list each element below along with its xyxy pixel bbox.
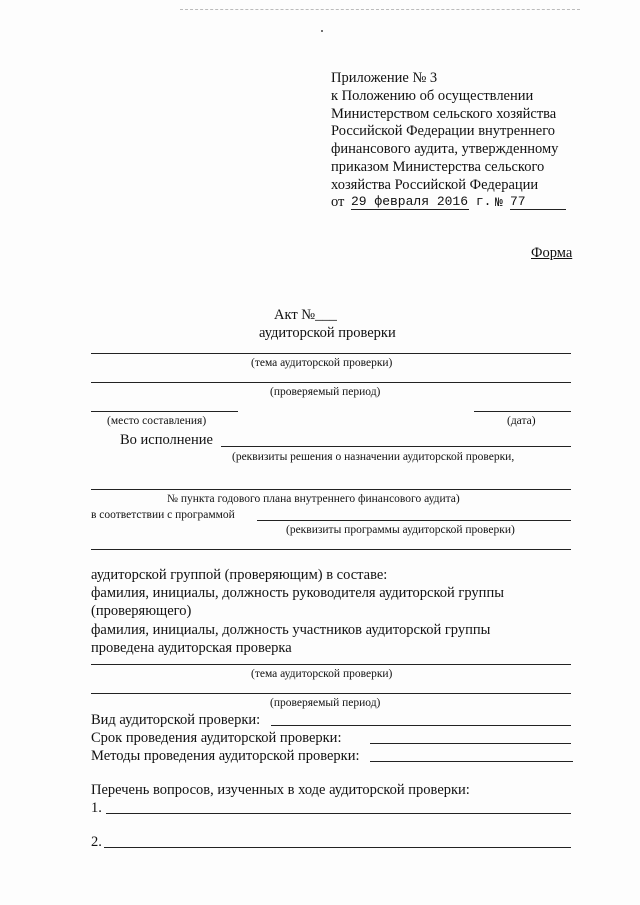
conducted-line: проведена аудиторская проверка: [91, 639, 292, 656]
date-line: [474, 411, 571, 412]
members-line: фамилия, инициалы, должность участников аудиторской группы: [91, 621, 491, 638]
order-date-prefix: от: [331, 194, 345, 210]
question-line-1: [106, 813, 571, 814]
methods-line: [370, 761, 573, 762]
order-date: 29 февраля 2016 г.: [351, 194, 492, 209]
act-subtitle: аудиторской проверки: [259, 325, 396, 341]
term-label: Срок проведения аудиторской проверки:: [91, 730, 342, 746]
group-line: аудиторской группой (проверяющим) в составе:: [91, 567, 388, 583]
form-label: Форма: [531, 245, 573, 261]
execution-label: Во исполнение: [120, 432, 213, 448]
place-caption: (место составления): [107, 415, 207, 427]
term-line: [370, 743, 571, 744]
program-line: [257, 520, 571, 521]
decision-caption: (реквизиты решения о назначении аудиторской проверки,: [232, 451, 515, 463]
topic-caption: (тема аудиторской проверки): [251, 357, 393, 369]
group-composition: [91, 566, 504, 657]
period-line: [91, 382, 571, 383]
question-line-2: [104, 847, 571, 848]
period-caption: (проверяемый период): [270, 386, 381, 398]
header-line: Министерством сельского хозяйства: [331, 105, 557, 122]
header-line: финансового аудита, утвержденному: [331, 141, 559, 158]
header-line: Российской Федерации внутреннего: [331, 123, 556, 140]
topic-line: [91, 353, 571, 354]
plan-item-caption: № пункта годового плана внутреннего финансового аудита): [167, 493, 460, 505]
appendix-header: [331, 70, 558, 195]
questions-heading: Перечень вопросов, изученных в ходе аудиторской проверки:: [91, 782, 470, 798]
order-number-prefix: №: [495, 195, 503, 210]
execution-line: [221, 446, 571, 447]
date-caption: (дата): [507, 415, 536, 427]
period-line-2: [91, 693, 571, 694]
scan-artifact: [180, 9, 580, 10]
kind-line: [271, 725, 571, 726]
kind-label: Вид аудиторской проверки:: [91, 712, 261, 728]
program-caption: (реквизиты программы аудиторской проверки): [286, 524, 515, 536]
order-number: 77: [510, 195, 566, 210]
act-title: Акт №___: [274, 307, 337, 323]
methods-label: Методы проведения аудиторской проверки:: [91, 748, 360, 764]
question-number-1: 1.: [91, 800, 102, 816]
topic-line-2: [91, 664, 571, 665]
question-number-2: 2.: [91, 834, 102, 850]
header-line: Приложение № 3: [331, 70, 438, 86]
topic-caption-2: (тема аудиторской проверки): [251, 668, 393, 680]
scan-speck: [321, 30, 323, 32]
header-line: к Положению об осуществлении: [331, 87, 534, 104]
header-line: хозяйства Российской Федерации: [331, 176, 539, 193]
leader-line: фамилия, инициалы, должность руководителя аудиторской группы: [91, 585, 504, 602]
place-line: [91, 411, 238, 412]
program-label: в соответствии с программой: [91, 509, 235, 521]
program-line-2: [91, 549, 571, 550]
header-line: приказом Министерства сельского: [331, 158, 545, 175]
plan-line: [91, 489, 571, 490]
leader-line: (проверяющего): [91, 603, 192, 620]
period-caption-2: (проверяемый период): [270, 697, 381, 709]
